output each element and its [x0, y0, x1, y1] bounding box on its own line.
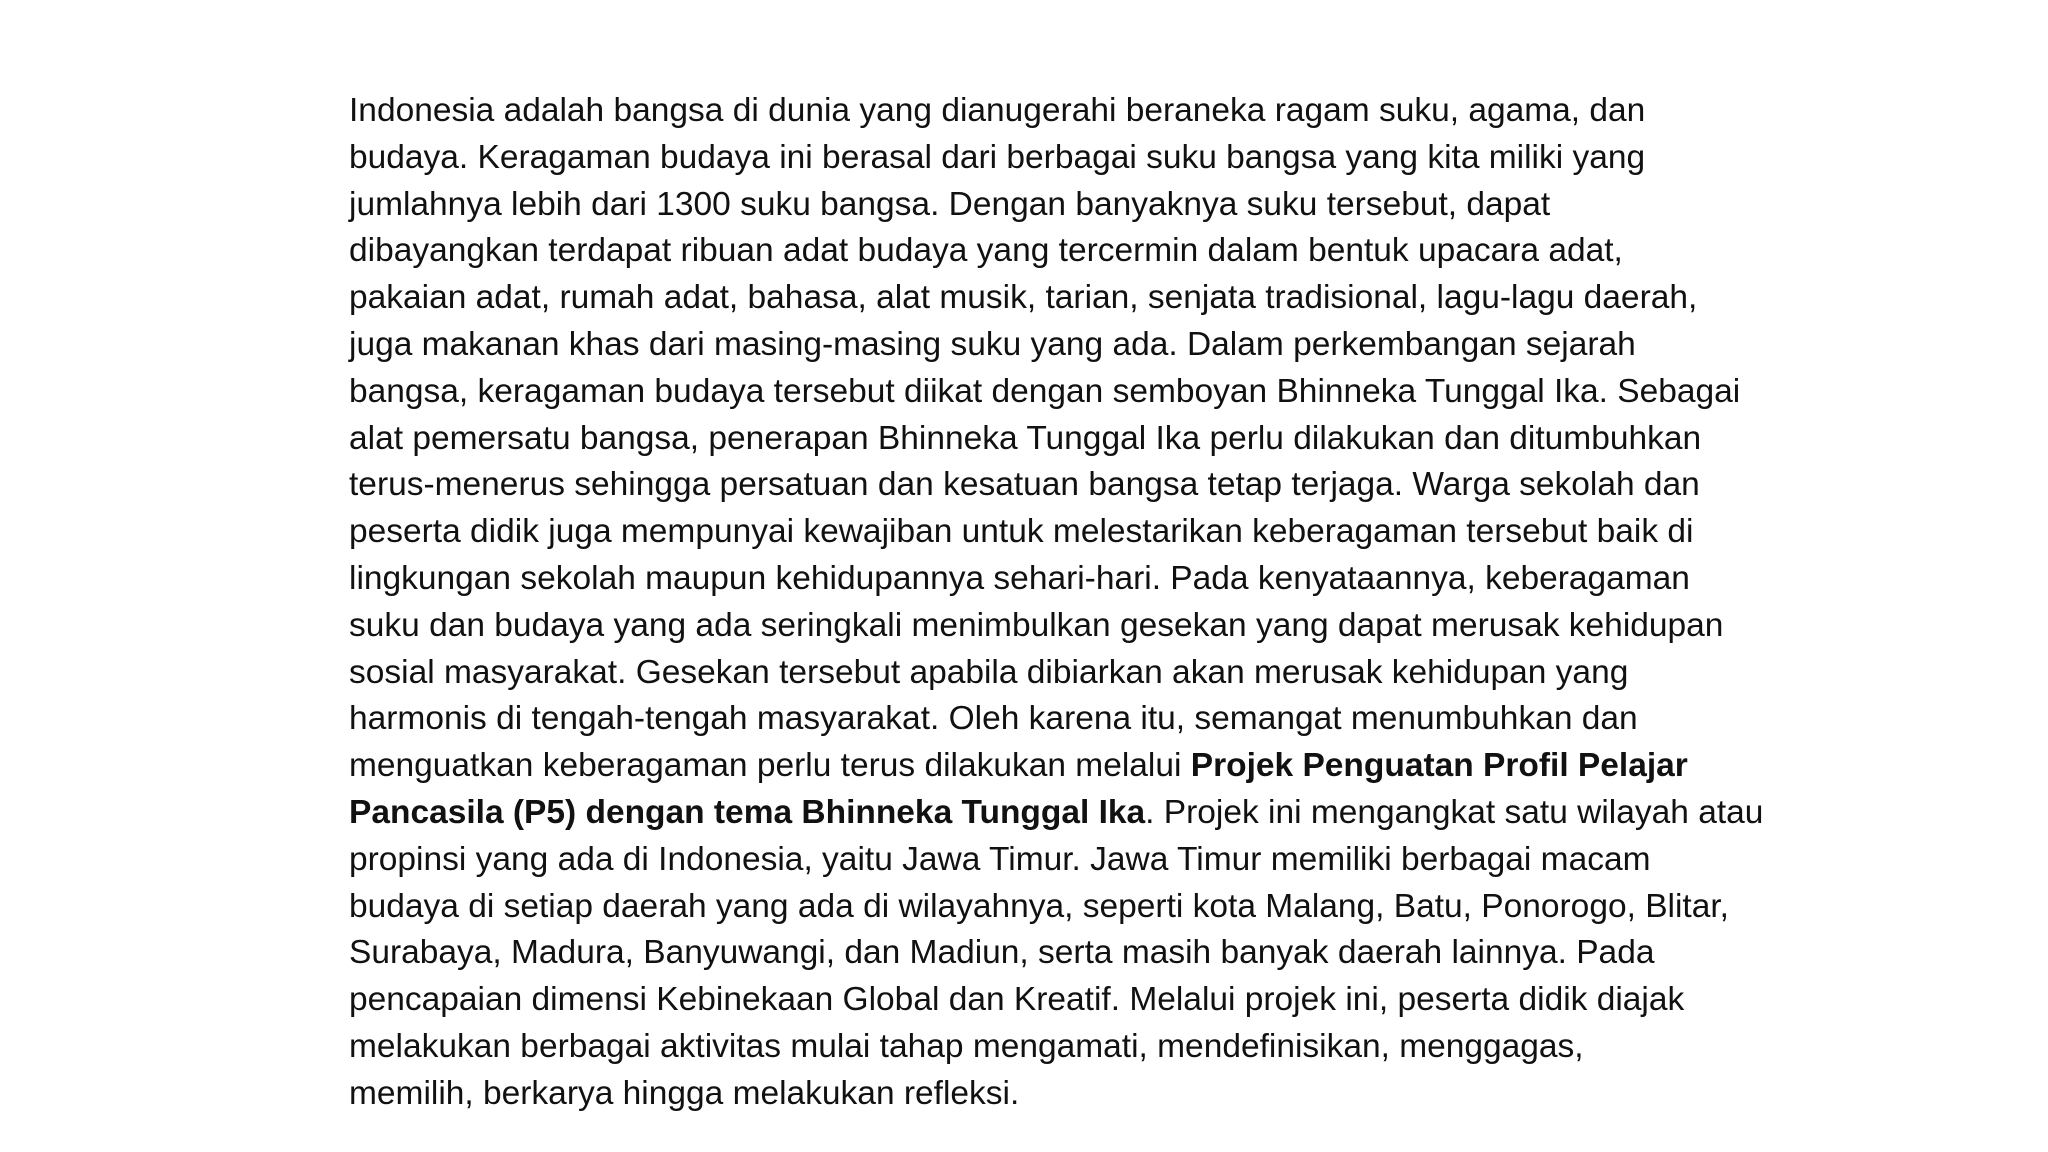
text-line: dibayangkan terdapat ribuan adat budaya yang tercermin dalam bentuk upacara adat,	[349, 232, 1623, 270]
text-segment: . Projek ini mengangkat satu wilayah atau	[1145, 793, 1764, 831]
text-line: peserta didik juga mempunyai kewajiban untuk melestarikan keberagaman tersebut baik di	[349, 513, 1694, 551]
emphasis-text: Projek Penguatan Profil Pelajar	[1190, 747, 1688, 785]
body-paragraph	[349, 88, 1849, 1118]
text-line	[349, 790, 1849, 837]
text-line: jumlahnya lebih dari 1300 suku bangsa. Dengan banyaknya suku tersebut, dapat	[349, 185, 1551, 223]
text-line: propinsi yang ada di Indonesia, yaitu Jawa Timur. Jawa Timur memiliki berbagai macam	[349, 840, 1651, 878]
text-line: harmonis di tengah-tengah masyarakat. Oleh karena itu, semangat menumbuhkan dan	[349, 700, 1638, 738]
text-line: budaya di setiap daerah yang ada di wilayahnya, seperti kota Malang, Batu, Ponorogo, Blitar,	[349, 887, 1729, 925]
text-line: bangsa, keragaman budaya tersebut diikat dengan semboyan Bhinneka Tunggal Ika. Sebagai	[349, 372, 1741, 410]
text-line: suku dan budaya yang ada seringkali menimbulkan gesekan yang dapat merusak kehidupan	[349, 606, 1724, 644]
text-line: pencapaian dimensi Kebinekaan Global dan Kreatif. Melalui projek ini, peserta didik diajak	[349, 981, 1685, 1019]
emphasis-text: Pancasila (P5) dengan tema Bhinneka Tunggal Ika	[349, 793, 1146, 831]
text-line: juga makanan khas dari masing-masing suku yang ada. Dalam perkembangan sejarah	[349, 325, 1636, 363]
text-segment: menguatkan keberagaman perlu terus dilakukan melalui	[349, 747, 1191, 785]
text-line: sosial masyarakat. Gesekan tersebut apabila dibiarkan akan merusak kehidupan yang	[349, 653, 1629, 691]
text-line: melakukan berbagai aktivitas mulai tahap mengamati, mendefinisikan, menggagas,	[349, 1027, 1584, 1065]
text-line: terus-menerus sehingga persatuan dan kesatuan bangsa tetap terjaga. Warga sekolah dan	[349, 466, 1700, 504]
text-line: memilih, berkarya hingga melakukan refleksi.	[349, 1074, 1020, 1112]
text-line	[349, 743, 1849, 790]
text-line: Indonesia adalah bangsa di dunia yang dianugerahi beraneka ragam suku, agama, dan	[349, 92, 1646, 129]
text-line: pakaian adat, rumah adat, bahasa, alat musik, tarian, senjata tradisional, lagu-lagu daerah,	[349, 279, 1698, 317]
text-line: budaya. Keragaman budaya ini berasal dari berbagai suku bangsa yang kita miliki yang	[349, 138, 1646, 176]
text-line: lingkungan sekolah maupun kehidupannya sehari-hari. Pada kenyataannya, keberagaman	[349, 559, 1690, 597]
text-line: alat pemersatu bangsa, penerapan Bhinneka Tunggal Ika perlu dilakukan dan ditumbuhkan	[349, 419, 1702, 457]
text-line: Surabaya, Madura, Banyuwangi, dan Madiun, serta masih banyak daerah lainnya. Pada	[349, 934, 1655, 972]
